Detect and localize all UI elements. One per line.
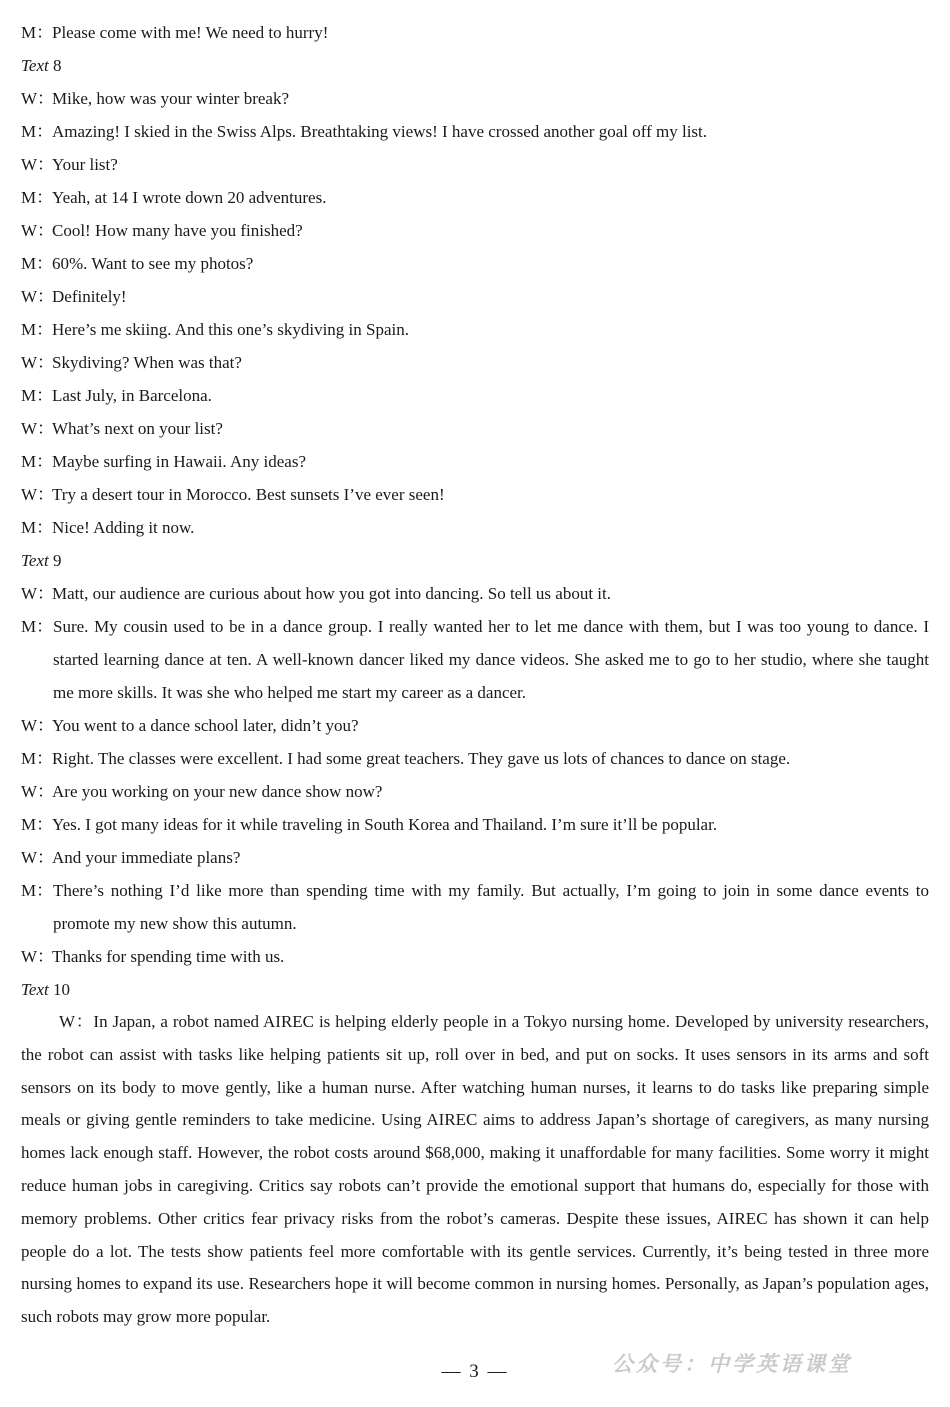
dialogue-text: You went to a dance school later, didn’t you?: [52, 716, 359, 735]
dialogue-line: [21, 181, 929, 214]
dialogue-line: [21, 16, 929, 49]
dialogue-text: Here’s me skiing. And this one’s skydiving in Spain.: [52, 320, 409, 339]
section-label-number: 8: [52, 56, 62, 75]
section-label-text: Text: [21, 980, 49, 999]
speaker-label: M：: [21, 518, 54, 537]
speaker-label: W：: [21, 89, 55, 108]
dialogue-line: [21, 148, 929, 181]
page-number: — 3 —: [441, 1361, 509, 1382]
dialogue-line: [21, 280, 929, 313]
speaker-label: W：: [21, 419, 55, 438]
dialogue-text: Yes. I got many ideas for it while traveling in South Korea and Thailand. I’m sure it’ll be popular.: [52, 815, 718, 834]
speaker-label: M：: [21, 23, 54, 42]
dialogue-text: Yeah, at 14 I wrote down 20 adventures.: [52, 188, 327, 207]
dialogue-line: [21, 940, 929, 973]
dialogue-line: [21, 874, 929, 940]
speaker-label: W：: [21, 782, 55, 801]
dialogue-line: [21, 82, 929, 115]
dialogue-text: Your list?: [52, 155, 118, 174]
dialogue-text: Amazing! I skied in the Swiss Alps. Breathtaking views! I have crossed another goal off my list.: [52, 122, 708, 141]
section-label: [21, 973, 929, 1006]
section-label-number: 9: [52, 551, 62, 570]
dialogue-line: [21, 511, 929, 544]
dialogue-line: [21, 115, 929, 148]
dialogue-text: Skydiving? When was that?: [52, 353, 242, 372]
transcript-paragraph: W：In Japan, a robot named AIREC is helping elderly people in a Tokyo nursing home. Developed by university researchers, the robot can assist with tasks like helping patients sit up, roll over in bed, and put on socks. It uses sensors in its arms and soft sensors on its body to move gently, like a human nurse. After watching human nurses, it learns to do tasks like preparing simple meals or giving gentle reminders to take medicine. Using AIREC aims to address Japan’s shortage of caregivers, as many nursing homes lack enough staff. However, the robot costs around $68,000, making it unaffordable for many facilities. Some worry it might reduce human jobs in caregiving. Critics say robots can’t provide the emotional support that humans do, especially for those with memory problems. Other critics fear privacy risks from the robot’s cameras. Despite these issues, AIREC has shown it can help people do a lot. The tests show patients feel more comfortable with its gentle services. Currently, it’s being tested in three more nursing homes to expand its use. Researchers hope it will become common in nursing homes. Personally, as Japan’s population ages, such robots may grow more popular.: [21, 1012, 929, 1327]
speaker-label: W：: [21, 848, 55, 867]
dialogue-text: Matt, our audience are curious about how you got into dancing. So tell us about it.: [52, 584, 611, 603]
dialogue-text: Are you working on your new dance show now?: [52, 782, 383, 801]
speaker-label: M：: [21, 188, 54, 207]
speaker-label: M：: [21, 617, 54, 636]
dialogue-line: [21, 247, 929, 280]
dialogue-line: [21, 610, 929, 709]
dialogue-text: Cool! How many have you finished?: [52, 221, 303, 240]
section-label: [21, 49, 929, 82]
speaker-label: M：: [21, 749, 54, 768]
dialogue-line: [21, 841, 929, 874]
speaker-label: W：: [21, 716, 55, 735]
dialogue-line: [21, 313, 929, 346]
dialogue-text: 60%. Want to see my photos?: [52, 254, 254, 273]
speaker-label: M：: [21, 386, 54, 405]
speaker-label: W：: [21, 584, 55, 603]
dialogue-line: [21, 478, 929, 511]
section-label-text: Text: [21, 56, 49, 75]
speaker-label: M：: [21, 320, 54, 339]
dialogue-text: Definitely!: [52, 287, 127, 306]
speaker-label: M：: [21, 122, 54, 141]
dialogue-line: [21, 445, 929, 478]
dialogue-text: Maybe surfing in Hawaii. Any ideas?: [52, 452, 306, 471]
dialogue-text: What’s next on your list?: [52, 419, 223, 438]
dialogue-line: [21, 709, 929, 742]
dialogue-text: And your immediate plans?: [52, 848, 241, 867]
dialogue-text: Sure. My cousin used to be in a dance group. I really wanted her to let me dance with them, but I was too young to dance. I started learning dance at ten. A well-known dancer liked my dance videos. She asked me to go to her studio, where she taught me more skills. It was she who helped me start my career as a dancer.: [53, 617, 929, 702]
speaker-label: W：: [21, 155, 55, 174]
dialogue-text: Nice! Adding it now.: [52, 518, 195, 537]
dialogue-text: Please come with me! We need to hurry!: [52, 23, 329, 42]
dialogue-line: [21, 346, 929, 379]
speaker-label: M：: [21, 881, 54, 900]
document-body: [21, 16, 929, 1334]
section-label-text: Text: [21, 551, 49, 570]
speaker-label: W：: [21, 353, 55, 372]
speaker-label: M：: [21, 254, 54, 273]
dialogue-text: Try a desert tour in Morocco. Best sunsets I’ve ever seen!: [52, 485, 445, 504]
dialogue-line: [21, 742, 929, 775]
dialogue-text: There’s nothing I’d like more than spending time with my family. But actually, I’m going to join in some dance events to promote my new show this autumn.: [53, 881, 929, 933]
dialogue-text: Thanks for spending time with us.: [52, 947, 285, 966]
dialogue-text: Last July, in Barcelona.: [52, 386, 212, 405]
watermark: 公众号：中学英语课堂: [612, 1352, 852, 1376]
speaker-label: W：: [21, 221, 55, 240]
speaker-label: M：: [21, 815, 54, 834]
dialogue-text: Right. The classes were excellent. I had some great teachers. They gave us lots of chances to dance on stage.: [52, 749, 791, 768]
dialogue-text: Mike, how was your winter break?: [52, 89, 289, 108]
section-label: [21, 544, 929, 577]
speaker-label: W：: [21, 485, 55, 504]
dialogue-line: [21, 775, 929, 808]
speaker-label: W：: [21, 287, 55, 306]
section-label-number: 10: [52, 980, 70, 999]
dialogue-line: [21, 214, 929, 247]
dialogue-line: [21, 577, 929, 610]
dialogue-line: [21, 808, 929, 841]
speaker-label: W：: [21, 947, 55, 966]
speaker-label: M：: [21, 452, 54, 471]
dialogue-line: [21, 412, 929, 445]
dialogue-line: [21, 379, 929, 412]
